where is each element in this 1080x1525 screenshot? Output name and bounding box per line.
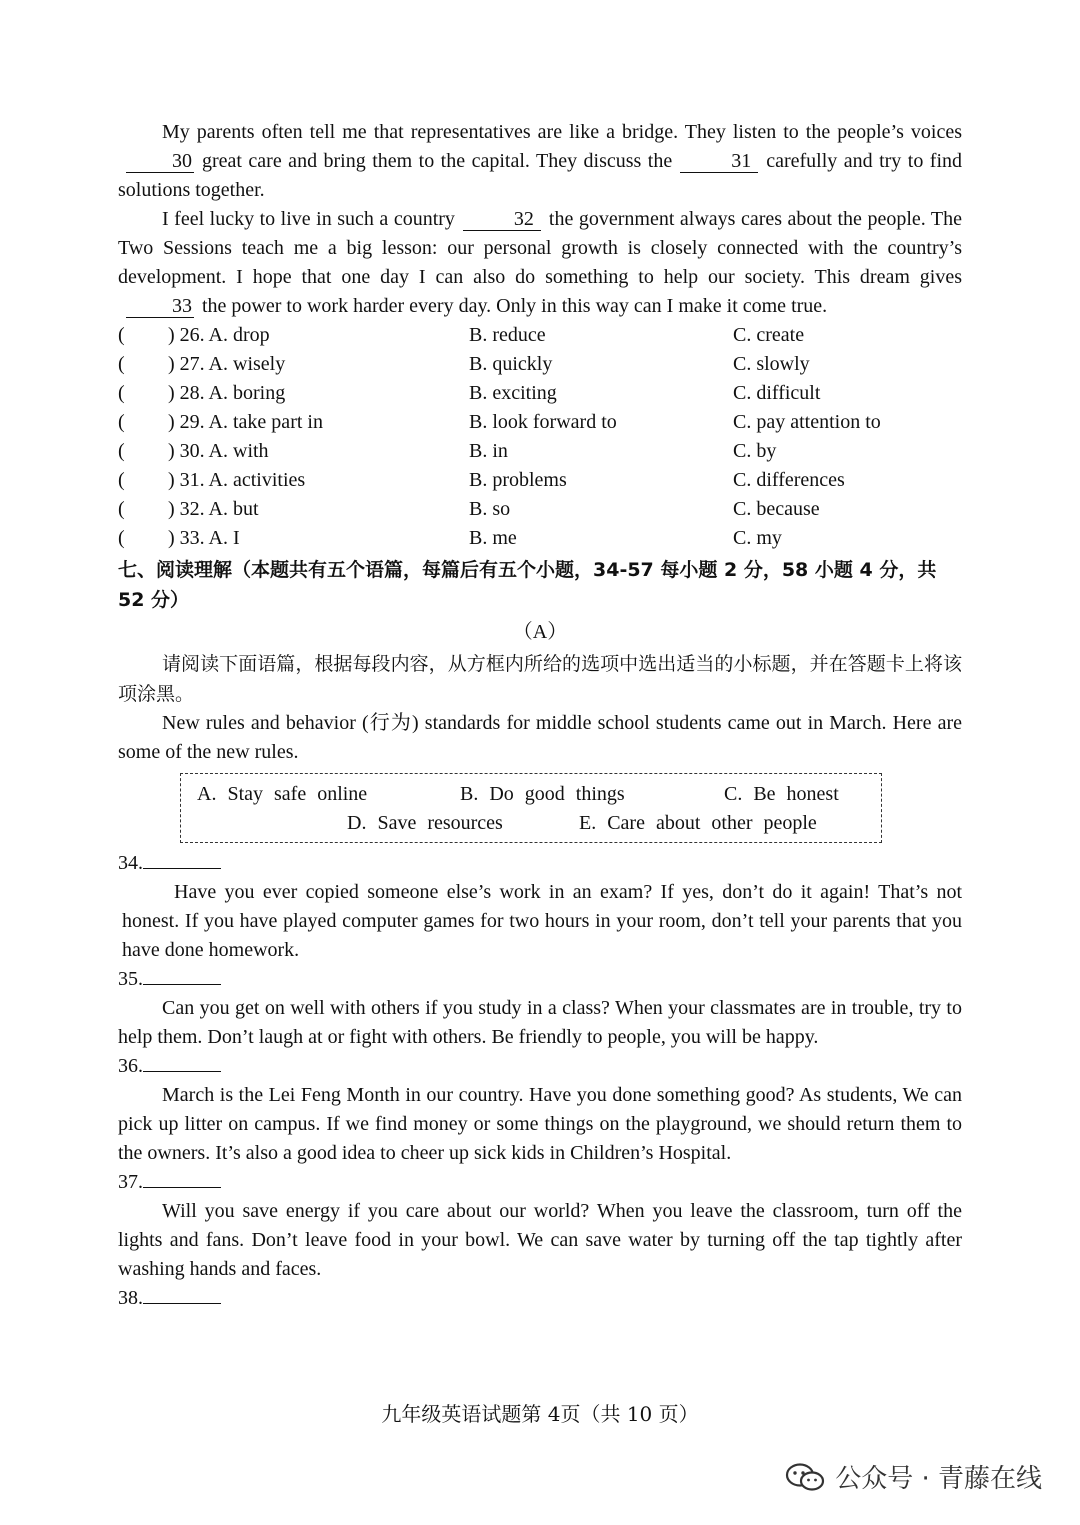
- passage-paragraph-2: [118, 205, 962, 321]
- option-b: B. reduce: [469, 324, 546, 346]
- option-row: [118, 437, 962, 466]
- box-option-e: E. Care about other people: [579, 812, 817, 834]
- section-label: （A）: [512, 621, 568, 643]
- option-b: B. quickly: [469, 353, 553, 375]
- option-row: [118, 350, 962, 379]
- option-c: C. pay attention to: [733, 411, 881, 433]
- question-paragraph: Have you ever copied someone else’s work in an exam? If yes, don’t do it again! That’s not honest. If you have played computer games for two hours in your room, don’t tell your parents that you have done homework.: [122, 881, 962, 961]
- watermark: [785, 1458, 1042, 1495]
- option-row: [118, 466, 962, 495]
- question-paragraph: March is the Lei Feng Month in our country. Have you done something good? As students, We can pick up litter on campus. If we find money or some things on the playground, we should return them to the owners. It’s also a good idea to cheer up sick kids in Children’s Hospital.: [118, 1084, 962, 1164]
- options-list: [118, 321, 962, 553]
- instruction-text: 请阅读下面语篇，根据每段内容，从方框内所给的选项中选出适当的小标题，并在答题卡上将该项涂黑。: [118, 653, 962, 705]
- option-b: B. so: [469, 498, 511, 520]
- paragraph-text: carefully and try to find solutions together.: [118, 150, 962, 201]
- answer-line: [143, 1169, 221, 1188]
- option-a: ) 33. A. I: [168, 527, 240, 549]
- option-c: C. create: [733, 324, 805, 346]
- answer-paren: (: [118, 382, 125, 404]
- option-a: ) 29. A. take part in: [168, 411, 323, 433]
- blank-32: 32: [463, 208, 541, 231]
- box-option-b: B. Do good things: [460, 783, 625, 805]
- option-row: [118, 321, 962, 350]
- page-footer: 九年级英语试题第 4页（共 10 页）: [381, 1402, 699, 1426]
- option-a: ) 31. A. activities: [168, 469, 306, 491]
- option-c: C. by: [733, 440, 777, 462]
- question-number: 35.: [118, 965, 962, 994]
- option-row: [118, 408, 962, 437]
- box-option-d: D. Save resources: [347, 812, 503, 834]
- blank-31: 31: [680, 150, 758, 173]
- paragraph-text: I feel lucky to live in such a country: [162, 208, 455, 230]
- option-c: C. because: [733, 498, 820, 520]
- option-row: [118, 524, 962, 553]
- blank-30: 30: [126, 150, 194, 173]
- paragraph-text: the power to work harder every day. Only in this way can I make it come true.: [202, 295, 828, 317]
- option-b: B. me: [469, 527, 517, 549]
- watermark-text: 公众号 · 青藤在线: [835, 1464, 1042, 1494]
- option-b: B. in: [469, 440, 508, 462]
- answer-paren: (: [118, 440, 125, 462]
- question-paragraph: Can you get on well with others if you study in a class? When your classmates are in trouble, try to help them. Don’t laugh at or fight with others. Be friendly to people, you will be happy.: [118, 997, 962, 1048]
- answer-paren: (: [118, 353, 125, 375]
- section-heading: 七、阅读理解（本题共有五个语篇，每篇后有五个小题，34-57 每小题 2 分，58 小题 4 分，共 52 分）: [118, 559, 937, 611]
- question-number: 36.: [118, 1052, 962, 1081]
- passage-paragraph-1: [118, 118, 962, 205]
- option-c: C. my: [733, 527, 782, 549]
- option-b: B. problems: [469, 469, 567, 491]
- option-a: ) 27. A. wisely: [168, 353, 286, 375]
- answer-line: [143, 1053, 221, 1072]
- question-paragraph: Will you save energy if you care about our world? When you leave the classroom, turn off the lights and fans. Don’t leave food in your bowl. We can save water by turning off the tap tightly after washing hands and faces.: [118, 1200, 962, 1280]
- option-c: C. slowly: [733, 353, 810, 375]
- answer-paren: (: [118, 411, 125, 433]
- option-a: ) 28. A. boring: [168, 382, 286, 404]
- box-option-a: A. Stay safe online: [197, 783, 368, 805]
- option-b: B. look forward to: [469, 411, 617, 433]
- option-a: ) 30. A. with: [168, 440, 269, 462]
- answer-paren: (: [118, 498, 125, 520]
- answer-line: [143, 966, 221, 985]
- option-a: ) 32. A. but: [168, 498, 259, 520]
- option-b: B. exciting: [469, 382, 557, 404]
- option-c: C. difficult: [733, 382, 821, 404]
- paragraph-text: great care and bring them to the capital. They discuss the: [202, 150, 673, 172]
- question-number: 37.: [118, 1168, 962, 1197]
- intro-paragraph: New rules and behavior (行为) standards for middle school students came out in March. Here are some of the new rules.: [118, 712, 962, 763]
- paragraph-text: My parents often tell me that representatives are like a bridge. They listen to the people’s voices: [162, 121, 962, 143]
- box-option-c: C. Be honest: [724, 783, 839, 805]
- answer-line: [143, 850, 221, 869]
- option-row: [118, 495, 962, 524]
- blank-33: 33: [126, 295, 194, 318]
- answer-paren: (: [118, 469, 125, 491]
- question-number: 34.: [118, 849, 962, 878]
- option-c: C. differences: [733, 469, 845, 491]
- answer-paren: (: [118, 324, 125, 346]
- question-number: 38.: [118, 1284, 962, 1313]
- option-a: ) 26. A. drop: [168, 324, 270, 346]
- paragraph-text: the government always cares about the people. The Two Sessions teach me a big lesson: our personal growth is closely connected with the country’s development. I hope that one day I can also do something to help our society. This dream gives: [118, 208, 962, 288]
- option-row: [118, 379, 962, 408]
- answer-line: [143, 1285, 221, 1304]
- answer-paren: (: [118, 527, 125, 549]
- wechat-icon: [785, 1462, 825, 1492]
- options-box: [180, 773, 882, 843]
- exam-page: [118, 118, 962, 1313]
